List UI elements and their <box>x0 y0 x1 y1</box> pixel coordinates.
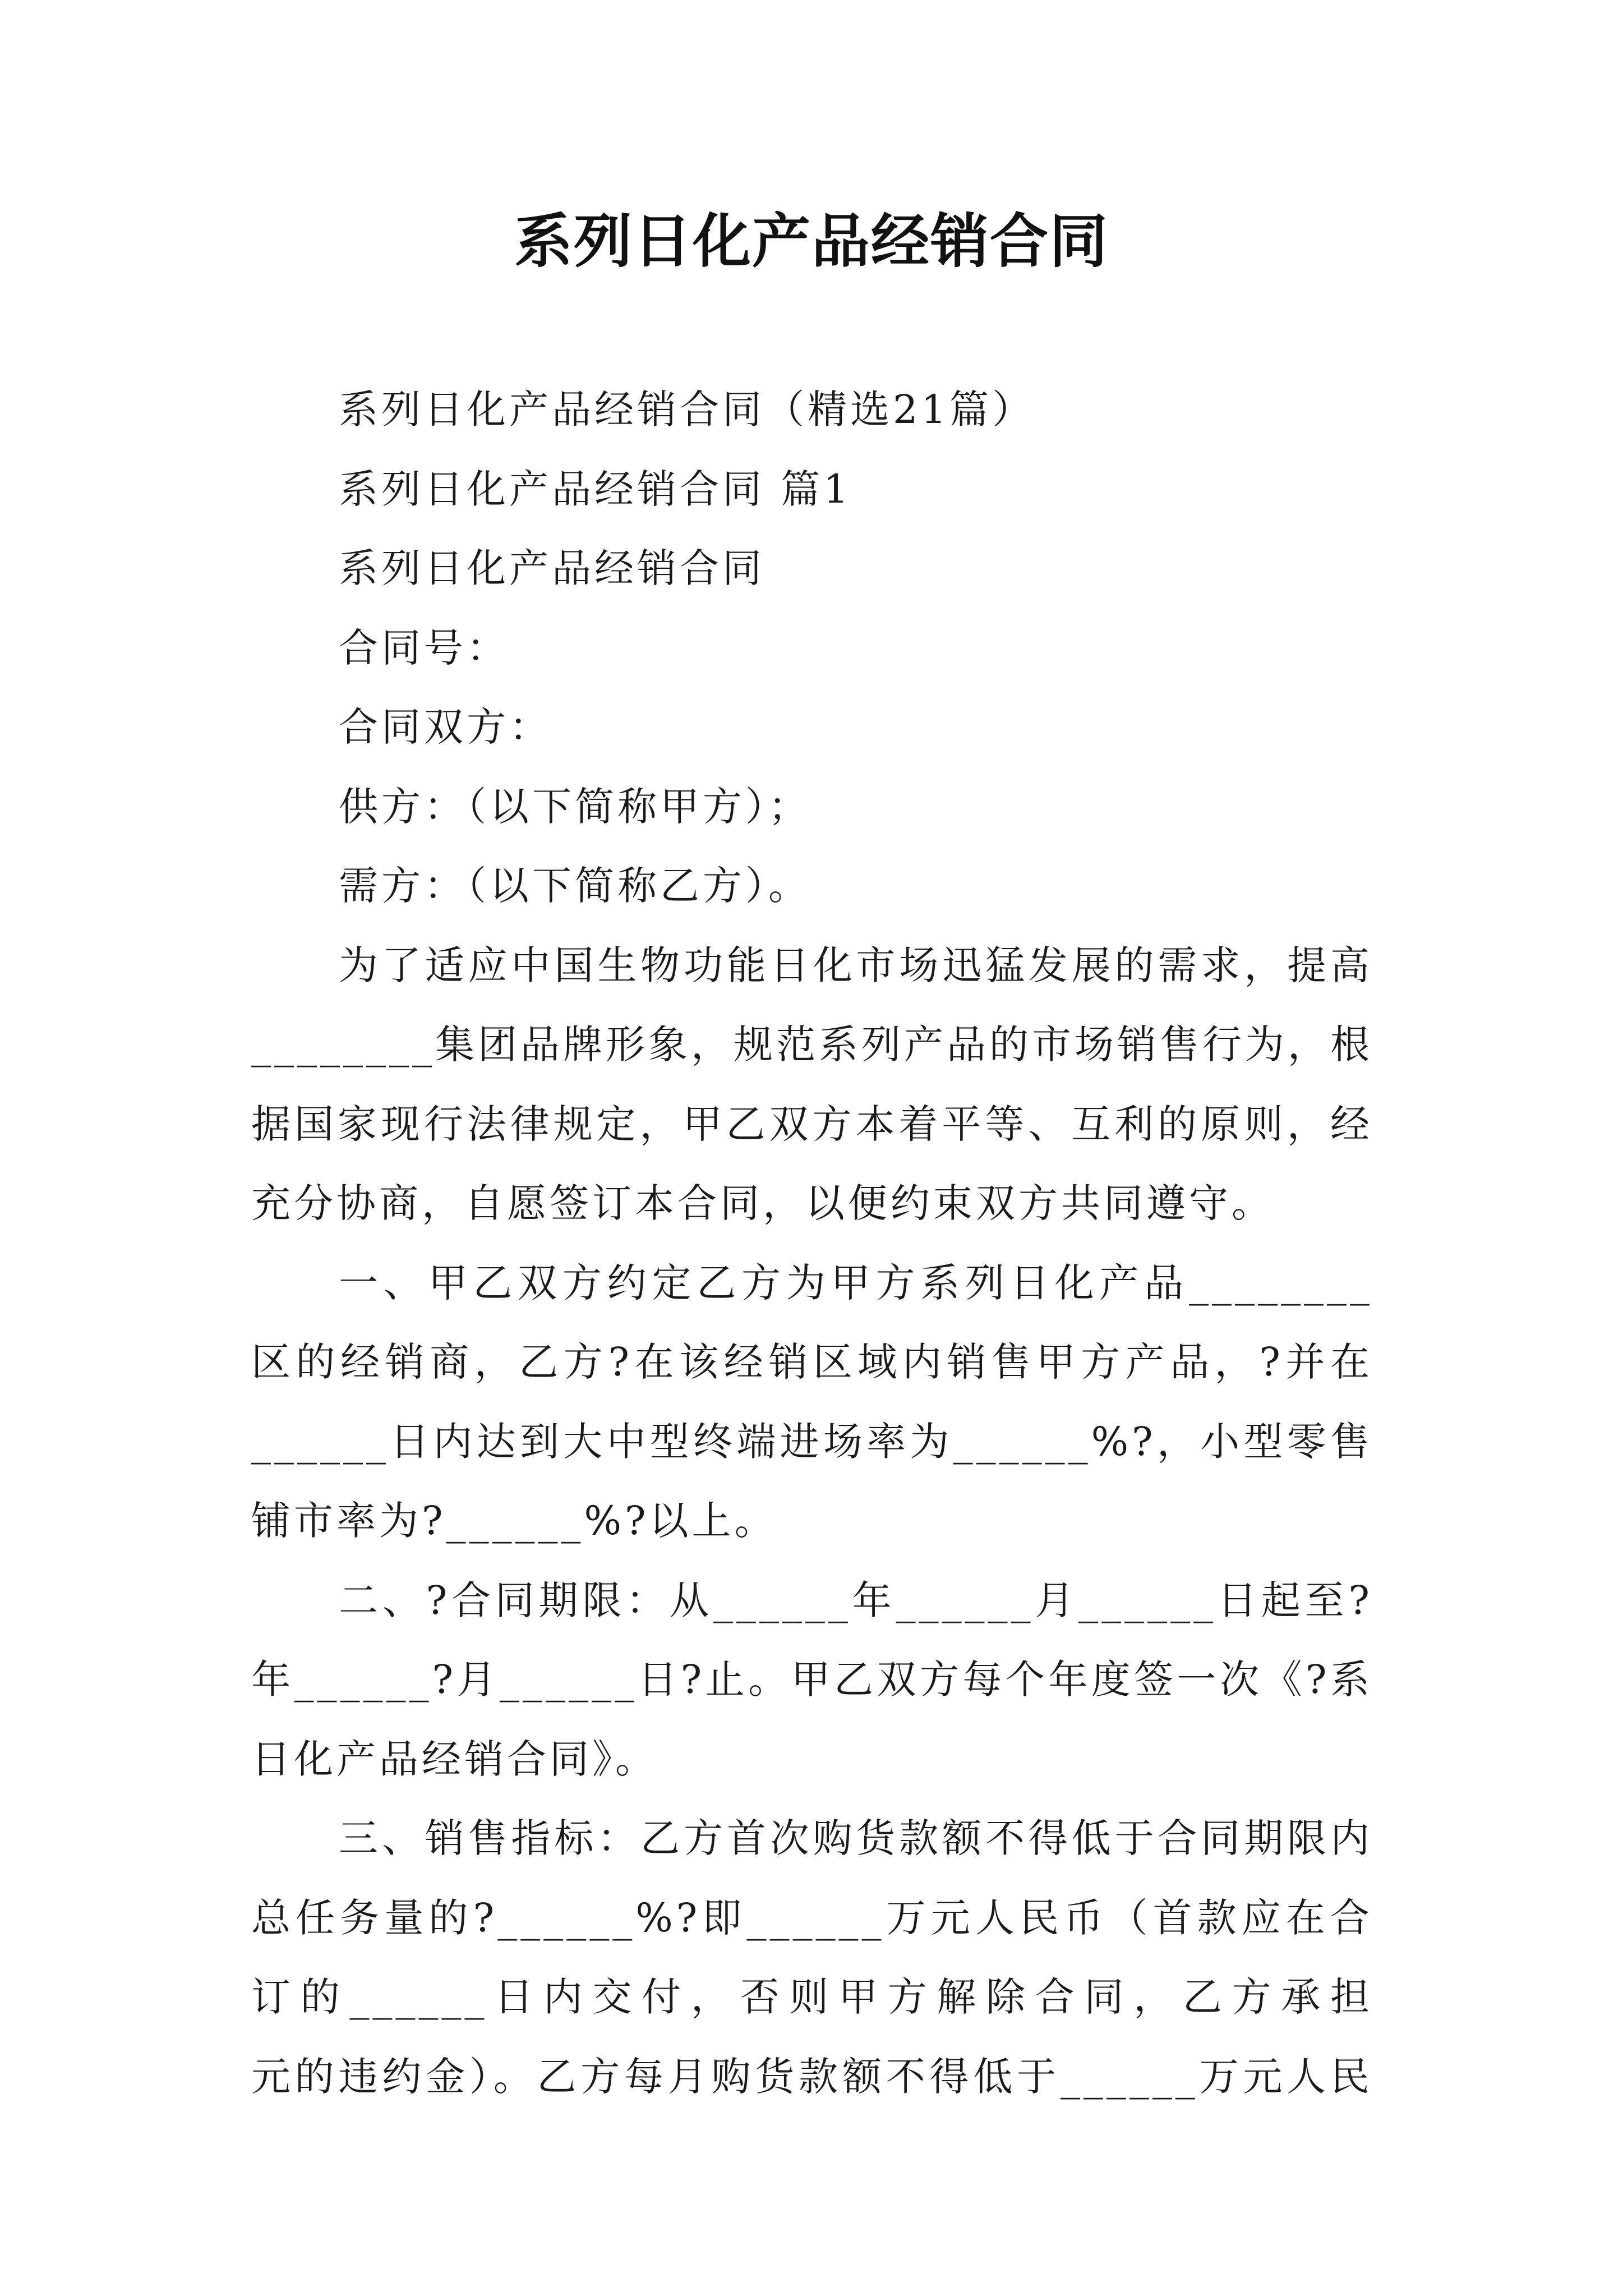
paragraph-line: 据国家现行法律规定，甲乙双方本着平等、互利的原则，经 <box>251 1101 1373 1147</box>
clause-1-line: 区的经销商，乙方?在该经销区域内销售甲方产品，?并在 <box>251 1339 1373 1385</box>
clause-1-line: 铺市率为?______%?以上。 <box>251 1498 777 1544</box>
clause-2-line: 二、?合同期限：从______年______月______日起至? <box>339 1577 1373 1623</box>
paragraph-line: 充分协商，自愿签订本合同，以便约束双方共同遵守。 <box>251 1180 1274 1226</box>
subtitle-line: 系列日化产品经销合同（精选21篇） <box>339 386 1035 432</box>
clause-1-line: 一、甲乙双方约定乙方为甲方系列日化产品________ <box>339 1259 1373 1306</box>
clause-3-line: 订的______日内交付，否则甲方解除合同，乙方承担 <box>251 1974 1373 2020</box>
clause-1-line: ______日内达到大中型终端进场率为______%?，小型零售 <box>251 1418 1373 1465</box>
chapter-heading: 系列日化产品经销合同 篇1 <box>339 466 852 512</box>
contract-parties-line: 合同双方： <box>339 704 552 750</box>
paragraph-line: 为了适应中国生物功能日化市场迅猛发展的需求，提高 <box>339 942 1373 988</box>
clause-3-line: 元的违约金）。乙方每月购货款额不得低于______万元人民 <box>251 2053 1373 2100</box>
clause-3-line: 总任务量的?______%?即______万元人民币（首款应在合 <box>251 1894 1373 1941</box>
buyer-line: 需方：（以下简称乙方）。 <box>339 863 811 909</box>
clause-3-line: 三、销售指标：乙方首次购货款额不得低于合同期限内 <box>339 1815 1373 1861</box>
supplier-line: 供方：（以下简称甲方）； <box>339 783 811 830</box>
document-body <box>251 370 1373 2116</box>
document-title: 系列日化产品经销合同 <box>514 207 1109 275</box>
clause-2-line: 年______?月______日?止。甲乙双方每个年度签一次《?系 <box>251 1657 1373 1703</box>
contract-name-line: 系列日化产品经销合同 <box>339 545 765 591</box>
paragraph-line: ________集团品牌形象，规范系列产品的市场销售行为，根 <box>251 1022 1373 1068</box>
clause-2-line: 日化产品经销合同》。 <box>251 1736 658 1782</box>
contract-number-line: 合同号： <box>339 624 509 671</box>
